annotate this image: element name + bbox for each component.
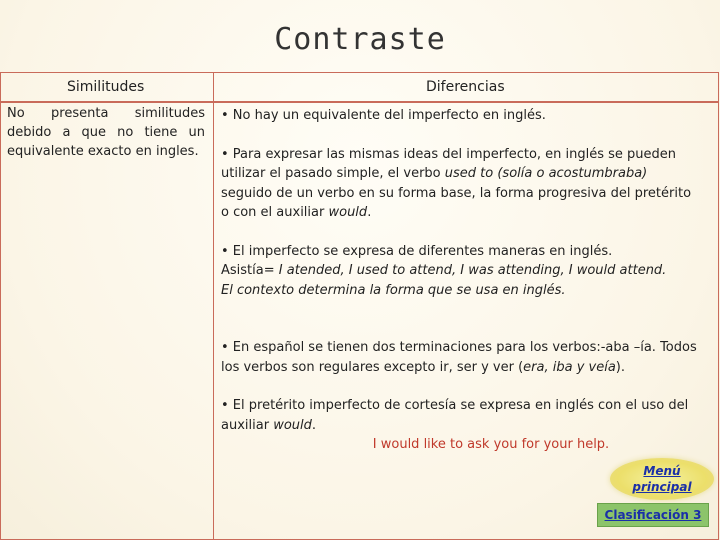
point-3-line2-italic: I atended, I used to attend, I was attending, I would attend. [278, 263, 667, 278]
point-5-text: • El pretérito imperfecto de cortesía se expresa en inglés con el uso del auxiliar [221, 398, 689, 433]
point-2-text: • Para expresar las mismas ideas del imperfecto, en inglés se pueden utilizar el pasado simple, el verbo [221, 146, 677, 181]
clasificacion-link[interactable]: Clasificación 3 [604, 508, 702, 522]
similitudes-header: Similitudes [67, 79, 145, 95]
column-divider [213, 73, 214, 539]
page-title: Contraste [274, 22, 446, 57]
point-2-italic: used to (solía o acostumbraba) [444, 166, 648, 181]
point-3 [221, 242, 701, 301]
point-4-post: ). [615, 359, 626, 375]
point-2-post: . [367, 205, 372, 220]
diferencias-header: Diferencias [426, 79, 505, 95]
point-5-italic: would [273, 417, 312, 433]
point-3-line3: El contexto determina la forma que se usa en inglés. [221, 282, 566, 298]
point-2-mid: seguido de un verbo en su forma base, la forma progresiva del pretérito o con el auxiliar [221, 185, 692, 220]
example-sentence: I would like to ask you for your help. [372, 437, 610, 452]
point-3-line1: • El imperfecto se expresa de diferentes maneras en inglés. [221, 243, 613, 259]
point-5-post: . [311, 417, 317, 433]
point-2-italic-2: would [328, 205, 368, 220]
point-4-text: • En español se tienen dos terminaciones para los verbos:-aba –ía. Todos los verbos son regulares excepto ir, ser y ver ( [221, 340, 697, 375]
comparison-table [0, 72, 719, 540]
point-2 [221, 145, 701, 223]
point-4-italic: era, iba y veía [523, 359, 616, 375]
diferencias-cell [221, 106, 701, 455]
point-4 [221, 338, 701, 377]
point-1-text: • No hay un equivalente del imperfecto en inglés. [221, 108, 546, 123]
similitudes-cell: No presenta similitudes debido a que no tiene un equivalente exacto en ingles. [7, 106, 205, 159]
point-3-line2-pre: Asistía= [221, 263, 279, 278]
table-header-row [1, 73, 718, 103]
point-5 [221, 396, 701, 455]
point-1 [221, 106, 701, 126]
clasificacion-button[interactable] [597, 503, 709, 527]
menu-principal-badge[interactable] [610, 458, 714, 500]
menu-principal-link[interactable]: Menú principal [632, 464, 692, 494]
